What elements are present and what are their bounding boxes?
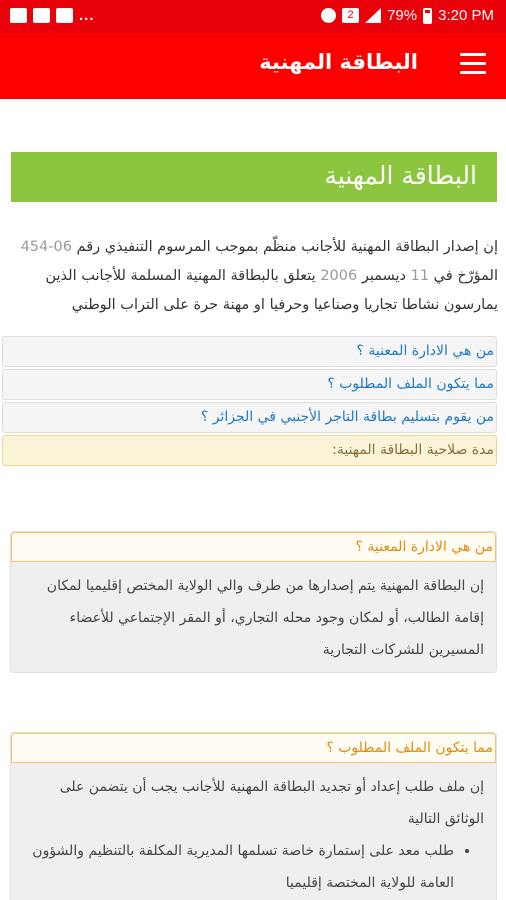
decree-year: 2006 — [320, 268, 358, 284]
page-title: البطاقة المهنية — [324, 161, 477, 190]
section-title: مما يتكون الملف المطلوب ؟ — [326, 740, 493, 756]
faq-item-label: مما يتكون الملف المطلوب ؟ — [327, 376, 494, 392]
faq-item-validity[interactable] — [2, 435, 497, 466]
battery-percent: 79% — [387, 7, 418, 24]
battery-icon — [423, 8, 432, 24]
intro-paragraph — [10, 233, 498, 320]
clock: 3:20 PM — [438, 7, 494, 24]
intro-text-3: ديسمبر — [357, 268, 411, 284]
chat-icon — [33, 8, 50, 23]
page-title-banner — [11, 152, 497, 202]
system-icons — [321, 7, 494, 24]
intro-text-2: المؤرّخ في — [429, 268, 498, 284]
document-list — [21, 835, 484, 899]
section-text: إن ملف طلب إعداد أو تجديد البطاقة المهنية للأجانب يجب أن يتضمن على الوثائق التالية — [59, 779, 484, 827]
decree-number: 06-454 — [20, 239, 72, 255]
alarm-icon — [321, 8, 336, 23]
faq-item-required-file[interactable] — [2, 369, 497, 400]
hamburger-menu-icon[interactable] — [460, 53, 486, 75]
photo-icon — [10, 8, 27, 23]
section-text: إن البطاقة المهنية يتم إصدارها من طرف والي الولاية المختص إقليميا لمكان إقامة الطالب، أو لمكان وجود محله التجاري، أو المقر الإجتماعي للأعضاء المسيرين للشركات التجارية — [46, 578, 484, 658]
section-required-file — [10, 732, 497, 900]
faq-item-administration[interactable] — [2, 336, 497, 367]
decree-day: 11 — [410, 268, 430, 284]
overflow-indicator: ... — [79, 7, 95, 24]
app-title: البطاقة المهنية — [259, 50, 418, 74]
signal-icon — [365, 8, 381, 23]
list-item: • طلب معد على إستمارة خاصة تسلمها المديرية المكلفة بالتنظيم والشؤون العامة للولاية المختصة إقليميا — [29, 835, 454, 899]
notification-icons — [10, 7, 95, 24]
status-bar — [0, 0, 506, 33]
section-header — [11, 733, 496, 763]
section-body — [11, 763, 496, 900]
section-title: من هي الادارة المعنية ؟ — [355, 539, 493, 555]
faq-item-label: من هي الادارة المعنية ؟ — [356, 343, 494, 359]
intro-text-1: إن إصدار البطاقة المهنية للأجانب منظّم بموجب المرسوم التنفيذي رقم — [71, 239, 498, 255]
faq-item-label: من يقوم بتسليم بطاقة التاجر الأجنبي في الجزائر ؟ — [200, 409, 494, 425]
section-body — [11, 562, 496, 672]
intro-text-4: يتعلق بالبطاقة المهنية المسلمة للأجانب الذين يمارسون نشاطا تجاريا وصناعيا وحرفيا او مهنة حرة على التراب الوطني — [45, 268, 498, 313]
mail-icon — [56, 8, 73, 23]
sim-icon: 2 — [342, 8, 359, 23]
section-administration — [10, 531, 497, 673]
faq-item-who-issues[interactable] — [2, 402, 497, 433]
app-bar — [0, 33, 506, 99]
faq-item-label: مدة صلاحية البطاقة المهنية: — [332, 442, 494, 458]
section-header — [11, 532, 496, 562]
